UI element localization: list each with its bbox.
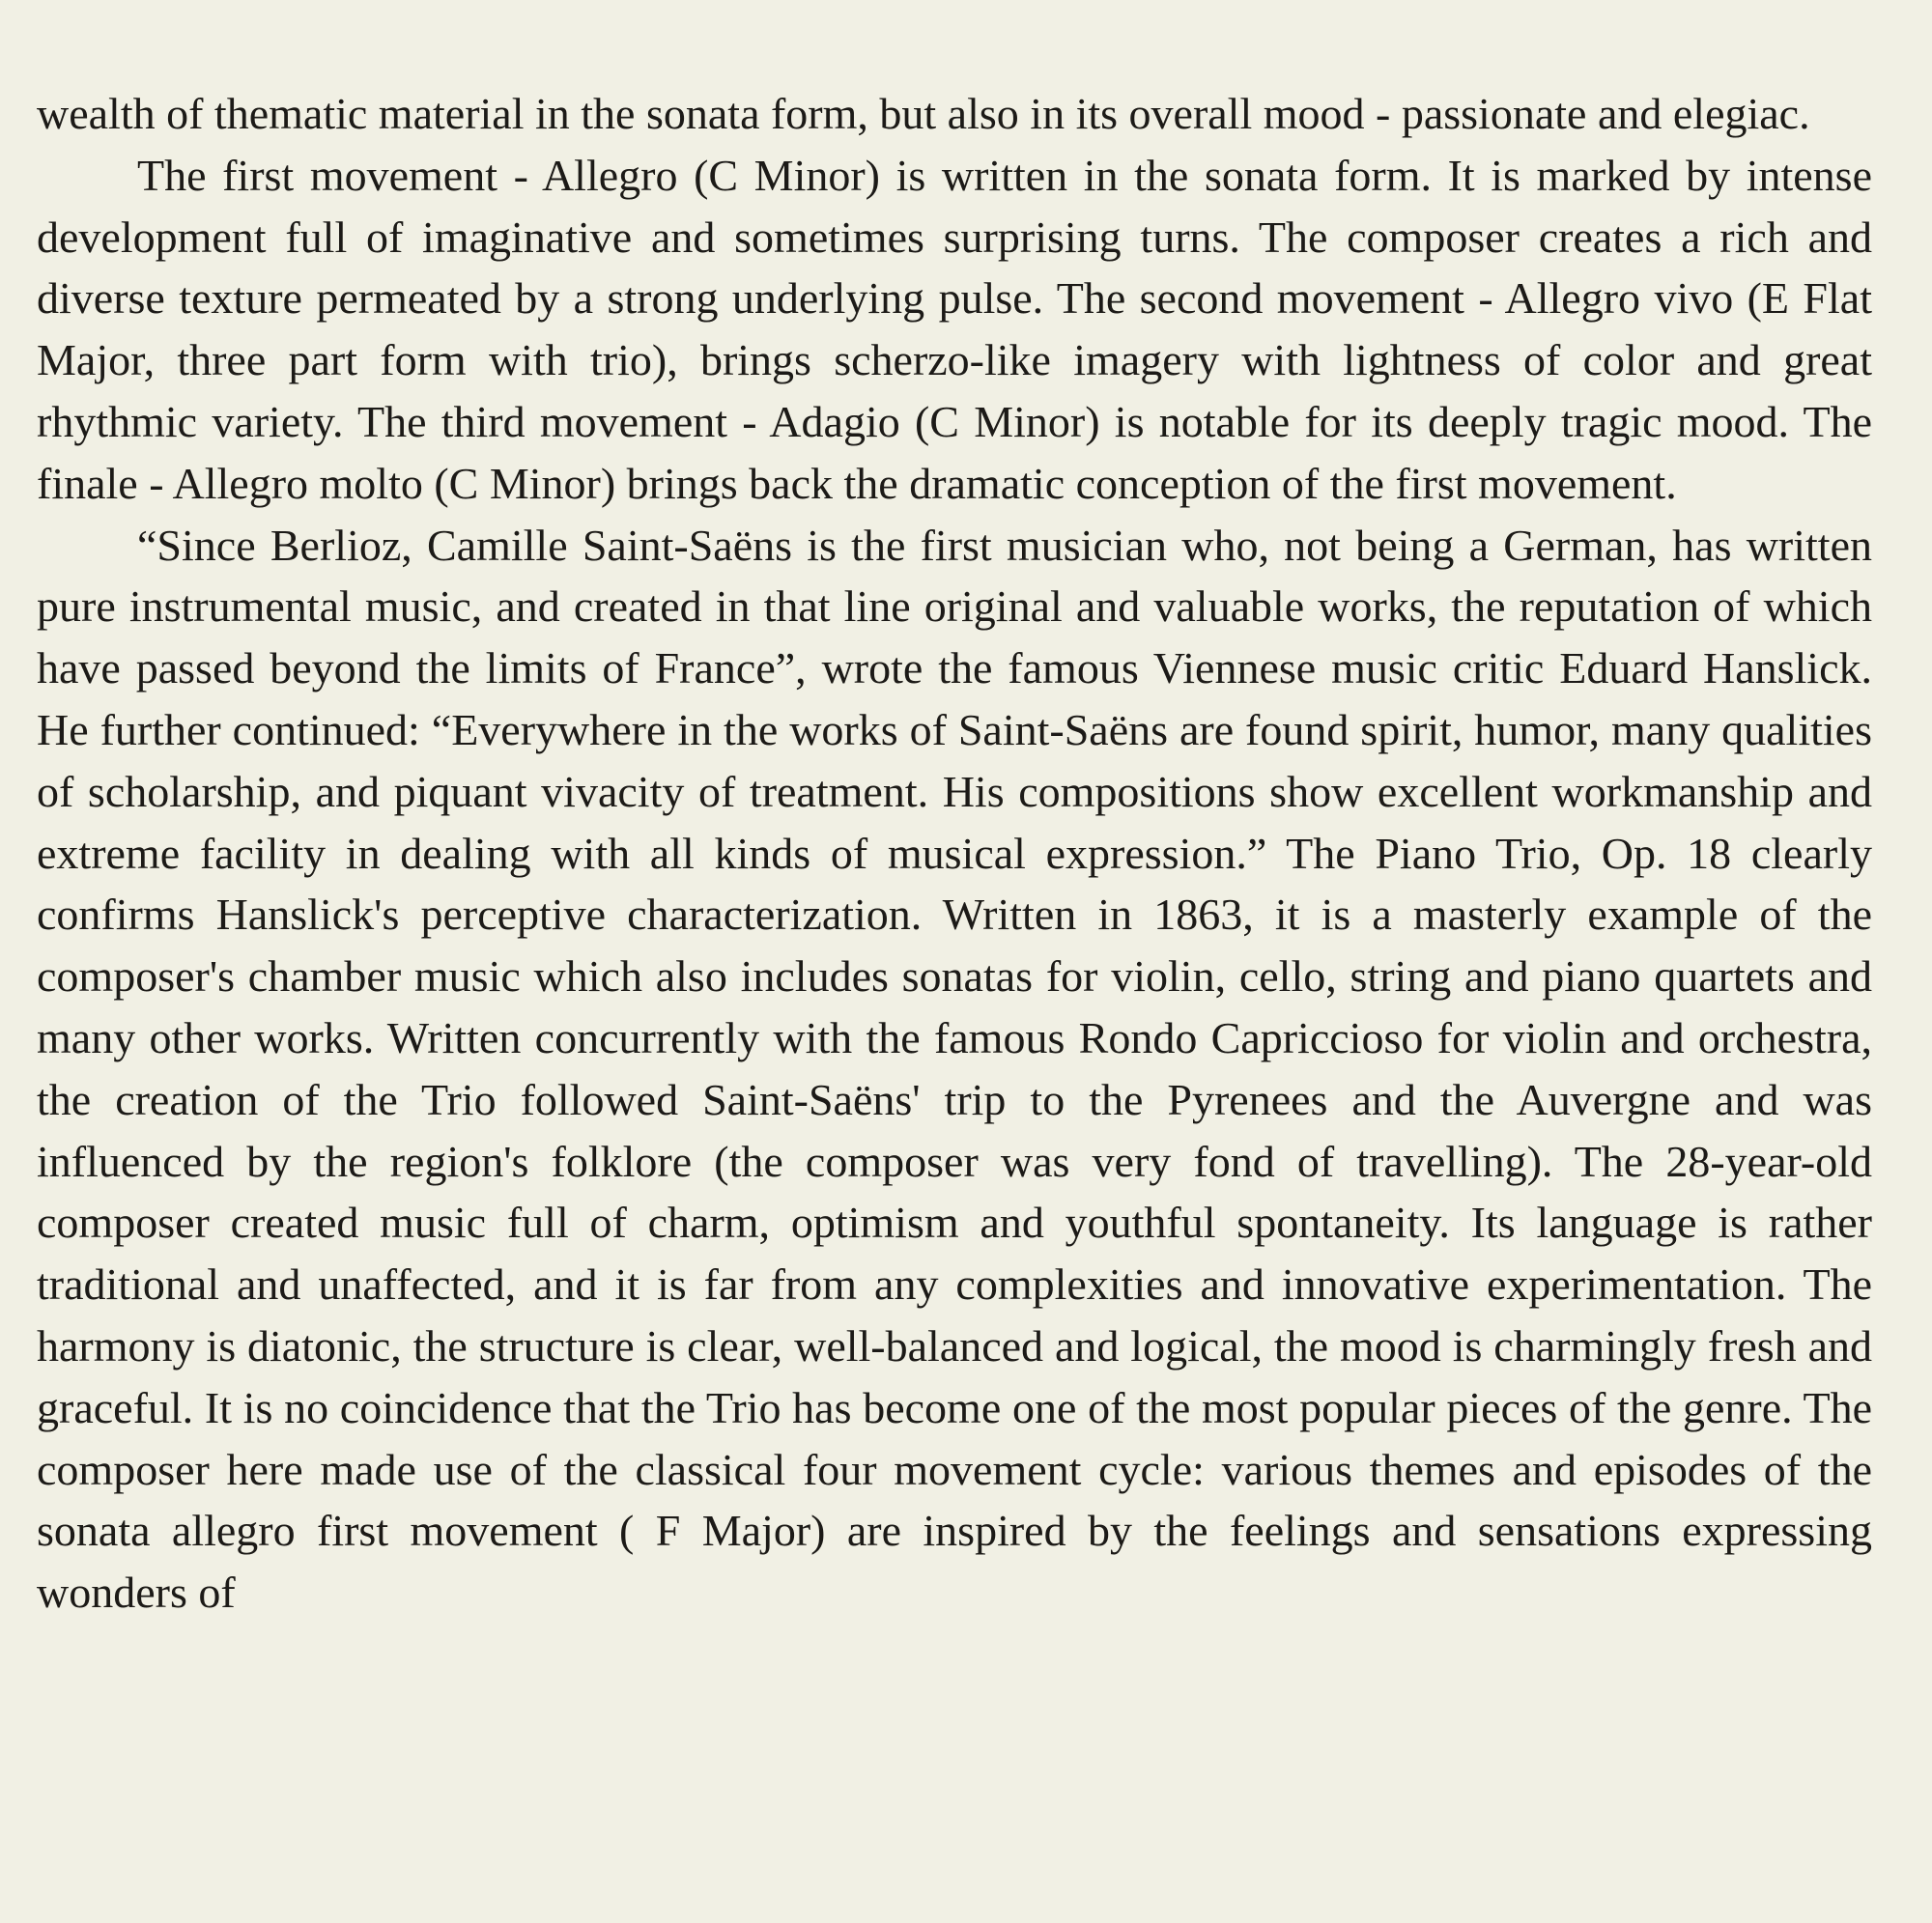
paragraph-3: “Since Berlioz, Camille Saint-Saëns is the first musician who, not being a German, has written pure instrumental music, and created in that line original and valuable works, the reputation of which have passed beyond the limits of France”, wrote the famous Viennese music critic Eduard Hanslick. He further continued: “Everywhere in the works of Saint-Saëns are found spirit, humor, many qualities of scholarship, and piquant vivacity of treatment. His compositions show excellent workmanship and extreme facility in dealing with all kinds of musical expression.” The Piano Trio, Op. 18 clearly confirms Hanslick's perceptive characterization. Written in 1863, it is a masterly example of the composer's chamber music which also includes sonatas for violin, cello, string and piano quartets and many other works. Written concurrently with the famous Rondo Capriccioso for violin and orchestra, the creation of the Trio followed Saint-Saëns' trip to the Pyrenees and the Auvergne and was influenced by the region's folklore (the composer was very fond of travelling). The 28-year-old composer created music full of charm, optimism and youthful spontaneity. Its language is rather traditional and unaffected, and it is far from any complexities and innovative experimentation. The harmony is diatonic, the structure is clear, well-balanced and logical, the mood is charmingly fresh and graceful. It is no coincidence that the Trio has become one of the most popular pieces of the genre. The composer here made use of the classical four movement cycle: various themes and episodes of the sonata allegro first movement ( F Major) are inspired by the feelings and sensations expressing wonders of bbox=[37, 520, 1872, 1618]
paragraph-2: The first movement - Allegro (C Minor) is written in the sonata form. It is marked by intense development full of imaginative and sometimes surprising turns. The composer creates a rich and diverse texture permeated by a strong underlying pulse. The second movement - Allegro vivo (E Flat Major, three part form with trio), brings scherzo-like imagery with lightness of color and great rhythmic variety. The third movement - Adagio (C Minor) is notable for its deeply tragic mood. The finale - Allegro molto (C Minor) brings back the dramatic conception of the first movement. bbox=[37, 150, 1872, 508]
paragraph-1: wealth of thematic material in the sonata form, but also in its overall mood - passionate and elegiac. bbox=[37, 89, 1810, 138]
body-text bbox=[37, 83, 1872, 1624]
